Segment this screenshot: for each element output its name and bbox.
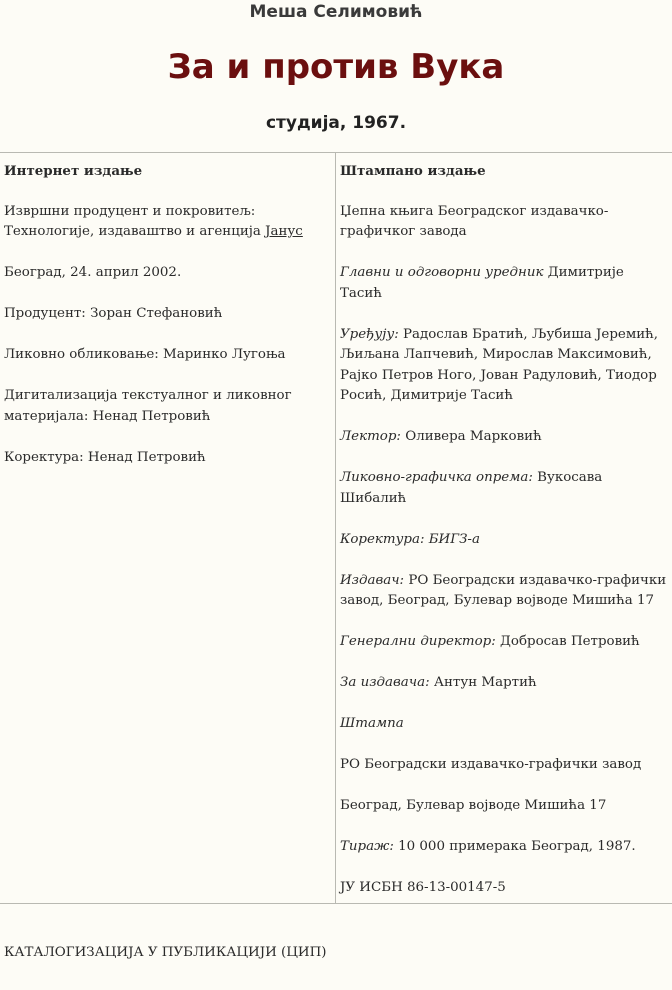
publisher-label: Издавач: (340, 572, 405, 588)
print-edition-heading: Штампано издање (340, 163, 486, 179)
edition-info-table (0, 152, 672, 904)
general-director-label: Генерални директор: (340, 634, 496, 649)
general-director-value: Добросав Петровић (500, 634, 640, 649)
lector-value: Оливера Марковић (405, 429, 542, 444)
for-publisher-label: За издавача: (340, 675, 430, 690)
cip-heading: КАТАЛОГИЗАЦИЈА У ПУБЛИКАЦИЈИ (ЦИП) (4, 945, 327, 960)
printer-name: РО Београдски издавачко-графички завод (340, 757, 642, 772)
publisher (340, 571, 668, 612)
lector-label: Лектор: (340, 429, 401, 444)
chief-editor-value: Димитрије Тасић (340, 265, 624, 301)
publisher-value: РО Београдски издавачко-графички завод, Београд, Булевар војводе Мишића 17 (340, 572, 667, 608)
page-header (0, 0, 672, 134)
producent: Продуцент: Зоран Стефановић (4, 306, 223, 321)
printing-label: Штампа (340, 716, 404, 731)
book-title: За и против Вука (167, 47, 505, 87)
internet-edition-date: Београд, 24. април 2002. (4, 265, 182, 280)
editors (340, 325, 668, 407)
edition-info-row (0, 153, 672, 904)
print-run (340, 837, 668, 858)
graphics-value: Вукосава Шибалић (340, 470, 603, 506)
executive-producer (4, 202, 331, 243)
chief-editor-label: Главни и одговорни уредник (340, 265, 544, 280)
print-edition-column (336, 153, 672, 904)
digitalization-credit: Дигитализација текстуалног и ликовног материјала: Ненад Петровић (4, 388, 292, 424)
design-credit: Ликовно обликовање: Маринко Лугоња (4, 347, 286, 362)
print-run-value: 10 000 примерака Београд, 1987. (398, 839, 636, 854)
general-director (340, 632, 668, 653)
janus-link[interactable]: Јанус (265, 224, 303, 239)
chief-editor (340, 263, 668, 304)
internet-edition-heading: Интернет издање (4, 163, 143, 179)
series-name: Џепна књига Београдског издавачко-графичког завода (340, 203, 609, 239)
executive-producer-text: Извршни продуцент и покровитељ: Технологије, издаваштво и агенција (4, 203, 261, 239)
printer-address: Београд, Булевар војводе Мишића 17 (340, 798, 607, 813)
for-publisher (340, 673, 668, 694)
print-proofreading-credit: Коректура: БИГЗ-а (340, 531, 480, 547)
editors-value: Радослав Братић, Љубиша Јеремић, Љиљана Лапчевић, Мирослав Максимовић, Рајко Петров Ного, Јован Радуловић, Тиодор Росић, Димитрије Тасић (340, 326, 659, 403)
author-name: Меша Селимовић (249, 2, 423, 22)
lector (340, 427, 668, 448)
print-run-label: Тираж: (340, 839, 394, 854)
for-publisher-value: Антун Мартић (433, 675, 537, 690)
graphics-label: Ликовно-графичка опрема: (340, 470, 533, 485)
book-subtitle: студија, 1967. (265, 113, 407, 133)
graphics-credit (340, 468, 668, 509)
isbn: ЈУ ИСБН 86-13-00147-5 (340, 880, 506, 895)
internet-proofreading-credit: Коректура: Ненад Петровић (4, 449, 206, 465)
editors-label: Уређују: (340, 326, 399, 342)
internet-edition-column (0, 153, 336, 904)
